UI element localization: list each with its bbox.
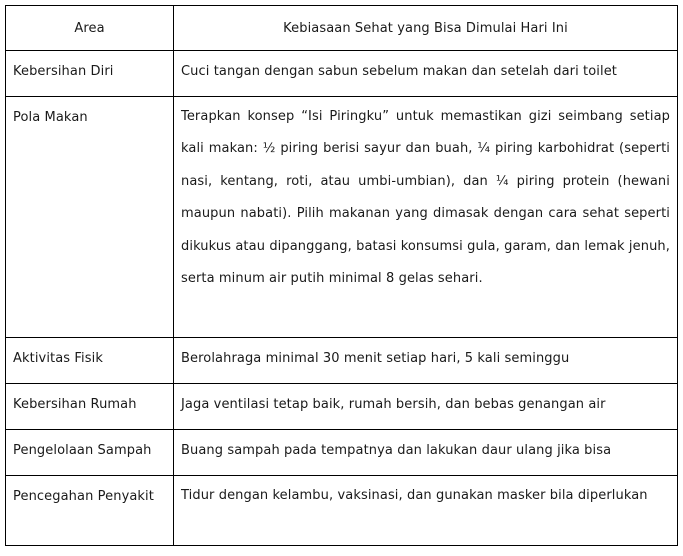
- habit-cell: [174, 97, 678, 338]
- table-header-row: [6, 6, 678, 51]
- habit-cell: Berolahraga minimal 30 menit setiap hari, 5 kali seminggu: [174, 338, 678, 384]
- habit-cell: Jaga ventilasi tetap baik, rumah bersih, dan bebas genangan air: [174, 384, 678, 430]
- healthy-habits-table: [5, 5, 678, 546]
- habit-text: Tidur dengan kelambu, vaksinasi, dan gunakan masker bila diperlukan: [181, 488, 648, 503]
- habit-cell: [174, 476, 678, 546]
- area-cell: Kebersihan Diri: [6, 51, 174, 97]
- table-row: [6, 430, 678, 476]
- table-row: [6, 476, 678, 546]
- table-row: [6, 97, 678, 338]
- area-cell: Aktivitas Fisik: [6, 338, 174, 384]
- header-area: Area: [6, 6, 174, 51]
- area-cell: Pola Makan: [6, 97, 174, 338]
- table-row: [6, 338, 678, 384]
- table-row: [6, 384, 678, 430]
- habit-cell: Cuci tangan dengan sabun sebelum makan dan setelah dari toilet: [174, 51, 678, 97]
- table-row: [6, 51, 678, 97]
- habit-text: Terapkan konsep “Isi Piringku” untuk memastikan gizi seimbang setiap kali makan: ½ piring berisi sayur dan buah, ¼ piring karbohidrat (seperti nasi, kentang, roti, atau umbi-umbian), dan ¼ piring protein (hewani maupun nabati). Pilih makanan yang dimasak dengan cara sehat seperti dikukus atau dipanggang, batasi konsumsi gula, garam, dan lemak jenuh, serta minum air putih minimal 8 gelas sehari.: [181, 109, 670, 287]
- area-cell: Kebersihan Rumah: [6, 384, 174, 430]
- habit-cell: Buang sampah pada tempatnya dan lakukan daur ulang jika bisa: [174, 430, 678, 476]
- area-cell: Pencegahan Penyakit: [6, 476, 174, 546]
- header-habit: Kebiasaan Sehat yang Bisa Dimulai Hari Ini: [174, 6, 678, 51]
- area-cell: Pengelolaan Sampah: [6, 430, 174, 476]
